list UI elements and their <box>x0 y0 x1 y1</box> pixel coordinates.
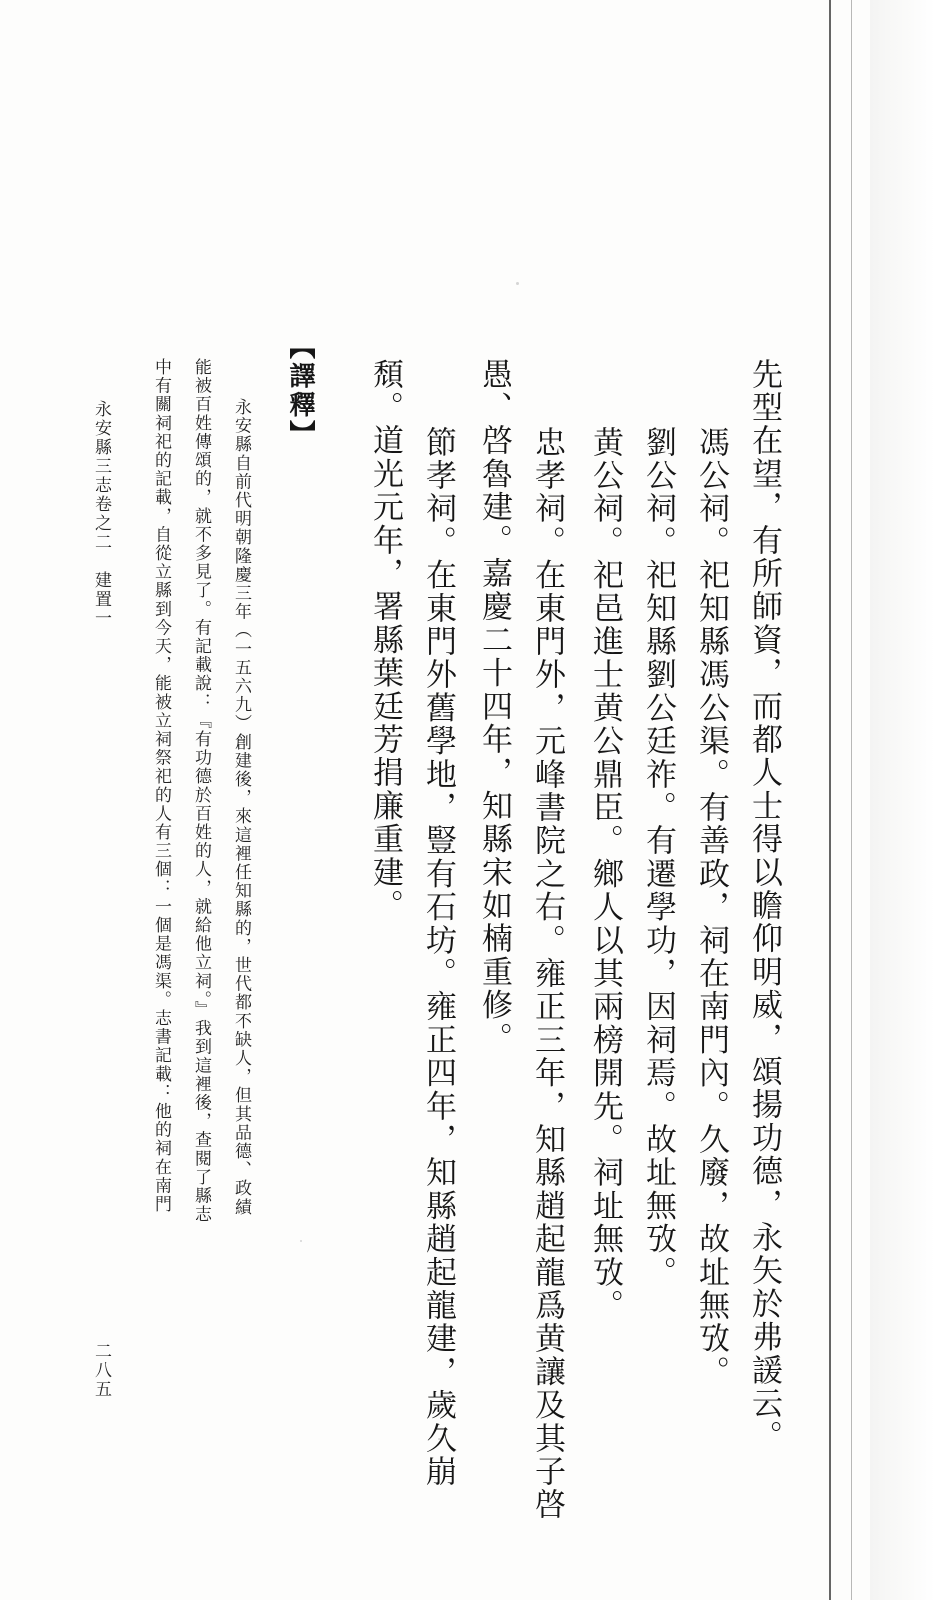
scan-speck <box>516 282 519 285</box>
main-text-column-8: 頹。道光元年，署縣葉廷芳捐廉重建。 <box>367 358 403 923</box>
binding-gutter-shade <box>870 0 935 1600</box>
translation-column-1: 永安縣自前代明朝隆慶三年（一五六九）創建後，來這裡任知縣的，世代都不缺人，但其品德、政績 <box>231 398 251 1217</box>
main-text-column-6: 愚、啓魯建。嘉慶二十四年，知縣宋如楠重修。 <box>476 358 512 1056</box>
main-text-column-2: 馮公祠。祀知縣馮公渠。有善政，祠在南門內。久廢，故址無攷。 <box>693 426 729 1389</box>
scan-speck <box>602 1052 604 1054</box>
binding-edge-line <box>829 0 831 1600</box>
translation-heading <box>282 333 318 449</box>
main-text-column-1: 先型在望，有所師資，而都人士得以瞻仰明威，頌揚功德，永矢於弗諼云。 <box>746 358 782 1454</box>
main-text-column-3: 劉公祠。祀知縣劉公廷祚。有遷學功，因祠焉。故址無攷。 <box>640 426 676 1290</box>
main-text-column-4: 黄公祠。祀邑進士黄公鼎臣。鄉人以其兩榜開先。祠址無攷。 <box>587 426 623 1323</box>
book-title-footer: 永安縣三志卷之二 建置一 <box>91 400 111 628</box>
heading-text: 譯釋 <box>285 362 315 420</box>
heading-bracket-open: 【 <box>285 333 315 362</box>
main-text-column-5: 忠孝祠。在東門外，元峰書院之右。雍正三年，知縣趙起龍爲黄讓及其子啓 <box>529 426 565 1522</box>
heading-bracket-close: 】 <box>285 420 315 449</box>
page-number: 二八五 <box>91 1342 111 1399</box>
binding-edge-line-faint <box>851 0 852 1600</box>
scan-speck <box>300 1240 302 1242</box>
main-text-column-7: 節孝祠。在東門外舊學地，豎有石坊。雍正四年，知縣趙起龍建，歲久崩 <box>420 426 456 1489</box>
translation-column-3: 中有關祠祀的記載，自從立縣到今天，能被立祠祭祀的人有三個：一個是馮渠。志書記載：他的祠在南門 <box>151 358 171 1214</box>
scan-speck <box>438 1438 441 1440</box>
translation-column-2: 能被百姓傳頌的，就不多見了。有記載說：『有功德於百姓的人，就給他立祠。』我到這裡後，查閱了縣志 <box>191 358 211 1224</box>
